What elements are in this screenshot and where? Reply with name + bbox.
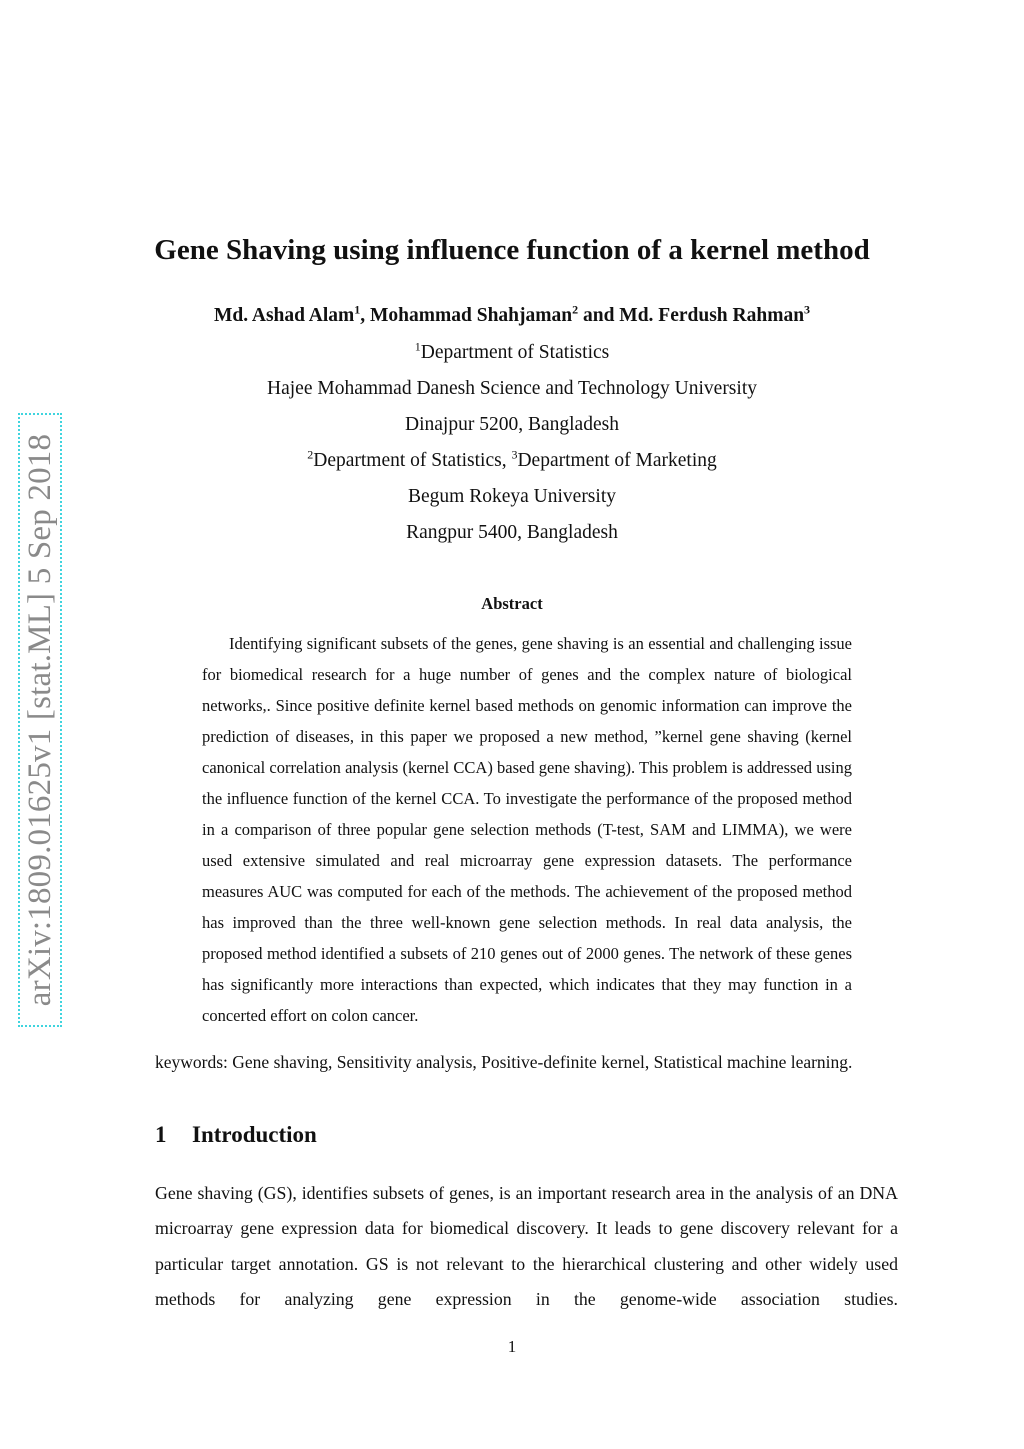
author-affil-mark: 1 bbox=[354, 302, 361, 317]
arxiv-stamp: arXiv:1809.01625v1 [stat.ML] 5 Sep 2018 bbox=[22, 433, 58, 1007]
intro-paragraph: Gene shaving (GS), identifies subsets of genes, is an important research area in the analysis of an DNA microarray gene expression data for biomedical discovery. It leads to gene discovery relevant for a particular target annotation. GS is not relevant to the hierarchical clustering and other widely used methods for analyzing gene expression in the genome-wide association studies. bbox=[155, 1183, 898, 1309]
author-list bbox=[0, 302, 1024, 330]
section-heading bbox=[155, 1118, 317, 1152]
affil-text: Department of Statistics bbox=[420, 342, 610, 363]
affil-mark: 1 bbox=[414, 339, 421, 354]
keywords: keywords: Gene shaving, Sensitivity analysis, Positive-definite kernel, Statistical machine learning. bbox=[155, 1052, 853, 1072]
affiliation-line bbox=[0, 447, 1024, 475]
author-name: Mohammad Shahjaman bbox=[370, 305, 573, 326]
affiliation-line: Hajee Mohammad Danesh Science and Technology University bbox=[267, 378, 757, 399]
affiliation-line: Begum Rokeya University bbox=[408, 486, 616, 507]
affil-text: Department of Marketing bbox=[517, 450, 717, 471]
author-name: Md. Ashad Alam bbox=[213, 305, 355, 326]
section-title: Introduction bbox=[192, 1122, 317, 1147]
author-name: Md. Ferdush Rahman bbox=[619, 305, 805, 326]
abstract-heading: Abstract bbox=[481, 594, 543, 613]
author-affil-mark: 2 bbox=[572, 302, 579, 317]
affil-text: Department of Statistics, bbox=[313, 450, 512, 471]
section-number: 1 bbox=[155, 1122, 167, 1147]
author-separator: and bbox=[578, 305, 620, 326]
paper-title: Gene Shaving using influence function of a kernel method bbox=[154, 234, 870, 266]
affiliation-line bbox=[0, 339, 1024, 367]
author-separator: , bbox=[360, 305, 371, 326]
affil-mark: 3 bbox=[511, 447, 518, 462]
affiliation-line: Rangpur 5400, Bangladesh bbox=[406, 522, 618, 543]
page-number: 1 bbox=[507, 1337, 517, 1356]
affil-mark: 2 bbox=[307, 447, 314, 462]
abstract-text: Identifying significant subsets of the genes, gene shaving is an essential and challenging issue for biomedical research for a huge number of genes and the complex nature of biological networks,. Since positive definite kernel based methods on genomic information can improve the prediction of diseases, in this paper we proposed a new method, ”kernel gene shaving (kernel canonical correlation analysis (kernel CCA) based gene shaving). This problem is addressed using the influence function of the kernel CCA. To investigate the performance of the proposed method in a comparison of three popular gene selection methods (T-test, SAM and LIMMA), we were used extensive simulated and real microarray gene expression datasets. The performance measures AUC was computed for each of the methods. The achievement of the proposed method has improved than the three well-known gene selection methods. In real data analysis, the proposed method identified a subsets of 210 genes out of 2000 genes. The network of these genes has significantly more interactions than expected, which indicates that they may function in a concerted effort on colon cancer. bbox=[202, 634, 852, 1025]
affiliation-line: Dinajpur 5200, Bangladesh bbox=[405, 414, 619, 435]
author-affil-mark: 3 bbox=[804, 302, 811, 317]
